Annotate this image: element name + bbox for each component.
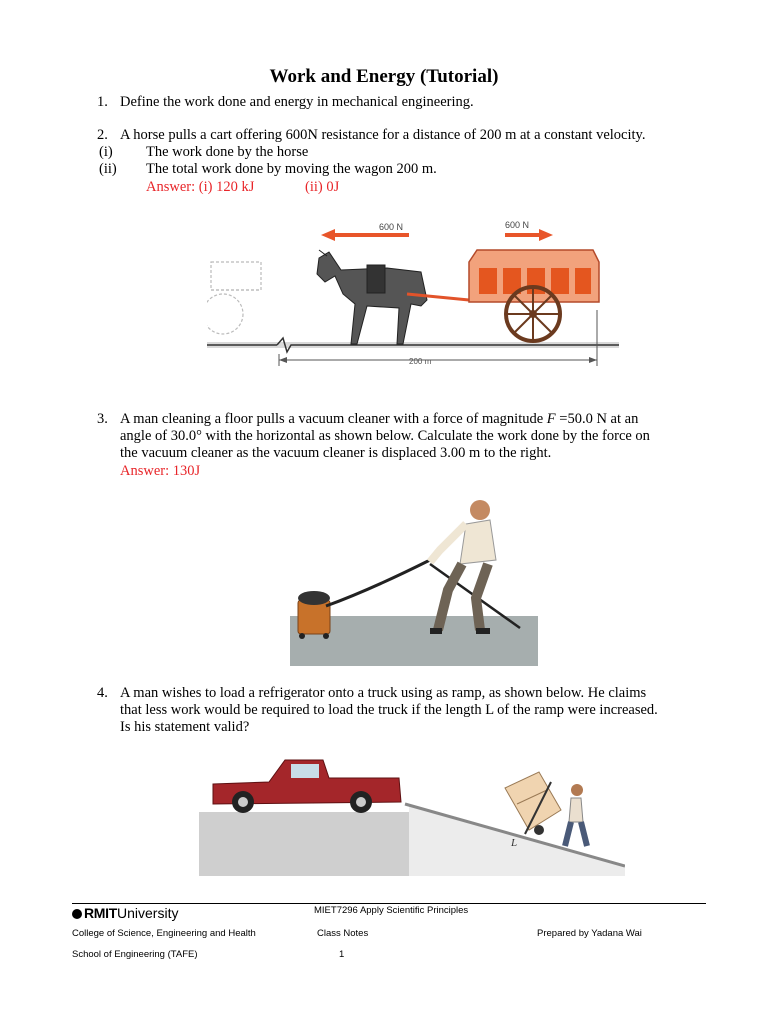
horse-icon	[317, 250, 427, 344]
page-title: Work and Energy (Tutorial)	[269, 66, 499, 87]
prepared-by: Prepared by Yadana Wai	[537, 928, 642, 939]
logo-text-bold: RMIT	[84, 905, 118, 921]
horse-cart-figure	[207, 210, 619, 378]
force-label-left: 600 N	[379, 222, 404, 232]
question-text-line: Is his statement valid?	[120, 719, 250, 735]
rmit-mark-icon	[72, 909, 82, 919]
question-text: A horse pulls a cart offering 600N resistance for a distance of 200 m at a constant velocity.	[120, 127, 646, 143]
force-label-right: 600 N	[505, 220, 530, 230]
cart-icon	[469, 250, 599, 341]
item-text: The work done by the horse	[146, 144, 309, 160]
question-text-line: that less work would be required to load the truck if the length L of the ramp were increased.	[120, 702, 658, 718]
rmit-logo	[72, 905, 178, 921]
force-arrow-right	[505, 229, 553, 241]
man-cleaning-icon	[430, 500, 496, 634]
question-number: 4.	[97, 685, 108, 701]
truck-icon	[213, 760, 401, 813]
vacuum-cleaner-icon	[298, 591, 330, 639]
ghost-cart-icon	[207, 262, 261, 334]
question-number: 2.	[97, 127, 108, 143]
question-2	[0, 126, 768, 195]
distance-label: 200 m	[409, 357, 432, 366]
question-text-line	[120, 410, 710, 428]
question-3	[0, 410, 768, 482]
question-number: 1.	[97, 94, 108, 110]
question-number: 3.	[97, 411, 108, 427]
ramp-length-label: L	[511, 837, 518, 849]
answer-text: Answer: 130J	[120, 463, 201, 479]
page-number: 1	[339, 949, 345, 960]
platform	[199, 812, 409, 876]
answer-text: (ii) 0J	[305, 179, 340, 195]
college-name: College of Science, Engineering and Health	[72, 928, 256, 939]
question-text-line: the vacuum cleaner as the vacuum cleaner is displaced 3.00 m to the right.	[120, 445, 552, 461]
vacuum-hose	[326, 560, 430, 606]
truck-ramp-figure	[199, 742, 625, 876]
vacuum-figure	[290, 490, 538, 666]
logo-text: University	[117, 905, 179, 921]
question-4	[0, 684, 768, 740]
school-name: School of Engineering (TAFE)	[72, 949, 198, 960]
question-text-line: A man wishes to load a refrigerator onto a truck using as ramp, as shown below. He claims	[120, 685, 647, 701]
refrigerator-icon	[505, 772, 561, 830]
item-label: (i)	[99, 144, 113, 160]
class-notes-label: Class Notes	[317, 928, 369, 939]
variable-f: F	[546, 411, 556, 427]
item-label: (ii)	[99, 161, 117, 177]
footer-rule	[72, 903, 706, 904]
course-name: MIET7296 Apply Scientific Principles	[314, 905, 469, 916]
question-text-line: angle of 30.0° with the horizontal as shown below. Calculate the work done by the force on	[120, 428, 650, 444]
item-text: The total work done by moving the wagon 200 m.	[146, 161, 437, 177]
answer-text: Answer: (i) 120 kJ	[146, 179, 255, 195]
text-segment: =50.0 N at an	[555, 411, 639, 427]
man-pushing-icon	[565, 784, 587, 846]
question-1	[0, 93, 768, 111]
question-text: Define the work done and energy in mechanical engineering.	[120, 94, 474, 110]
text-segment: A man cleaning a floor pulls a vacuum cleaner with a force of magnitude	[120, 411, 547, 427]
distance-dimension	[279, 310, 597, 366]
